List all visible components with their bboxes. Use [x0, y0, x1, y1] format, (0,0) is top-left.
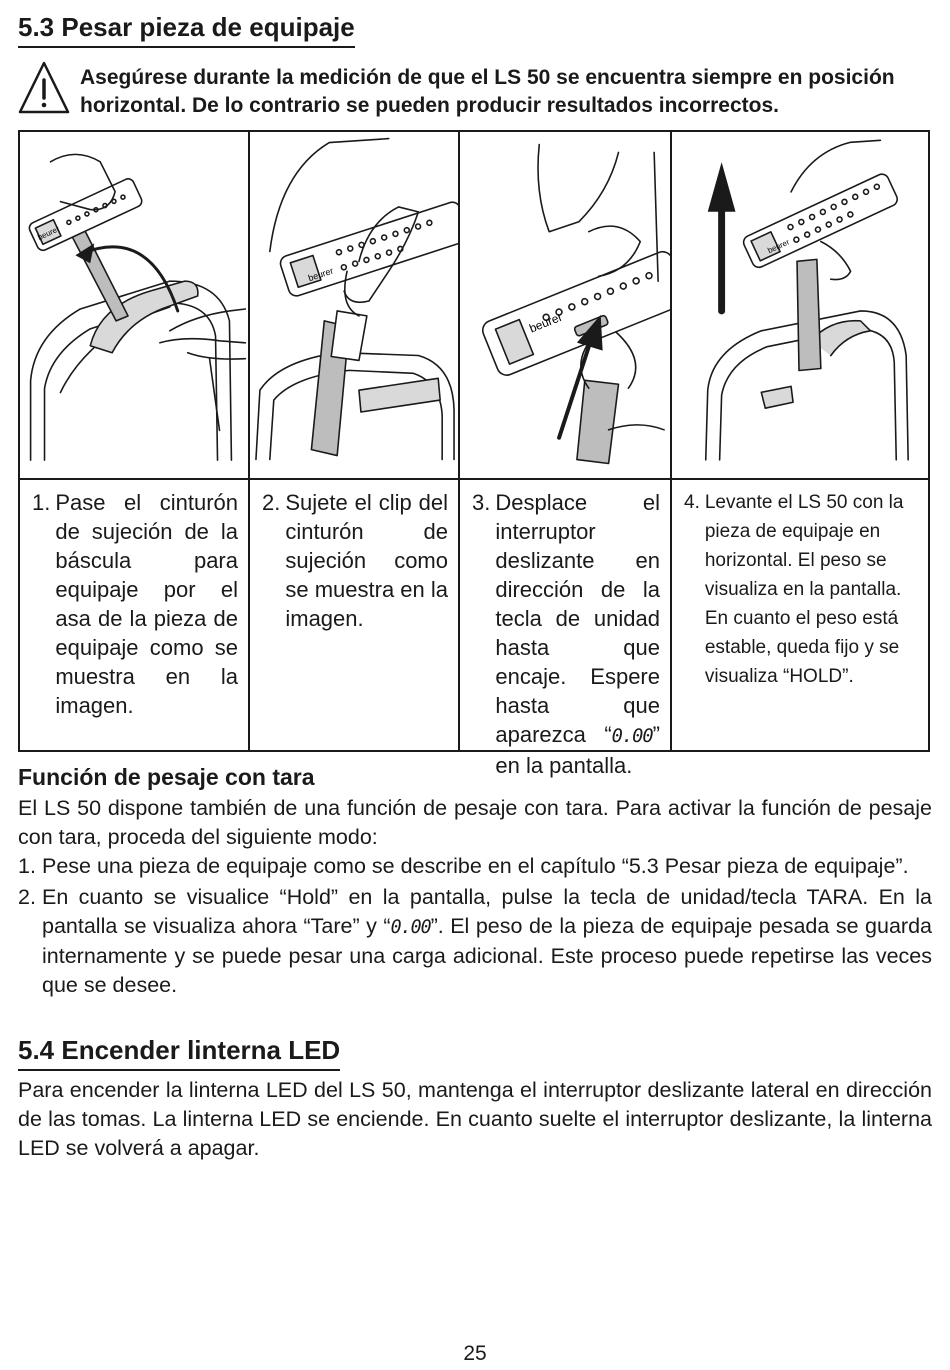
step-text: Pase el cinturón de sujeción de la báscula para equipaje por el asa de la pieza de equipaje como se muestra en la imagen.	[55, 490, 238, 718]
list-item-number: 2.	[18, 885, 36, 909]
brand-logo: beurer	[306, 265, 335, 284]
step-text: Levante el LS 50 con la pieza de equipaje en horizontal. El peso se visualiza en la pantalla. En cuanto el peso está estable, queda fijo y se visualiza “HOLD”.	[704, 492, 904, 687]
step-column-2	[248, 132, 458, 750]
warning-text: Asegúrese durante la medición de que el LS 50 se encuentra siempre en posición horizontal. De lo contrario se pueden producir resultados incorrectos.	[80, 66, 895, 117]
step-4-illustration	[672, 132, 928, 480]
tare-steps-list	[18, 852, 932, 1002]
led-paragraph: Para encender la linterna LED del LS 50, mantenga el interruptor deslizante lateral en dirección de las tomas. La linterna LED se enciende. En cuanto suelte el interruptor deslizante, la linterna LED se volverá a apagar.	[18, 1078, 932, 1160]
page-number: 25	[463, 1342, 487, 1365]
step-number: 3.	[472, 490, 491, 515]
list-item-number: 1.	[18, 854, 36, 878]
brand-logo: beurer	[766, 237, 791, 256]
step-number: 1.	[32, 490, 51, 515]
step-4-image	[672, 132, 928, 478]
step-2-image	[250, 132, 458, 478]
list-item-text-part: En cuanto se visualice “Hold” en la pantalla, pulse la tecla de unidad/tecla TARA. En la pantalla se visualiza ahora “Tare” y “	[42, 885, 932, 938]
step-3-image	[460, 132, 670, 478]
step-column-3	[458, 132, 670, 778]
brand-logo: beurer	[527, 309, 565, 336]
list-item-text: Pese una pieza de equipaje como se describe en el capítulo “5.3 Pesar pieza de equipaje”.	[42, 854, 909, 878]
step-number: 2.	[262, 490, 281, 515]
brand-logo: beurer	[36, 224, 61, 243]
lcd-value: 0.00	[390, 917, 431, 938]
step-3	[472, 488, 660, 780]
warning-notice	[18, 60, 933, 120]
step-text-part: Desplace el interruptor deslizante en dirección de la tecla de unidad hasta que encaje. Espere hasta que aparezca “	[495, 490, 660, 747]
step-text: Sujete el clip del cinturón de sujeción como se muestra en la imagen.	[285, 490, 448, 631]
step-1-image	[20, 132, 248, 478]
list-item	[18, 883, 932, 1000]
lcd-value: 0.00	[611, 726, 653, 747]
step-text	[495, 488, 660, 780]
step-2-illustration	[250, 132, 458, 480]
step-text-part: ” en la pantalla.	[495, 722, 660, 778]
step-column-4	[670, 132, 928, 750]
tare-intro: El LS 50 dispone también de una función de pesaje con tara. Para activar la función de pesaje con tara, proceda del siguiente modo:	[18, 796, 932, 849]
list-item-text-part: ”. El peso de la pieza de equipaje pesada se guarda internamente y se puede pesar una carga adicional. Este proceso puede repetirse las veces que se desee.	[42, 914, 932, 997]
step-column-1	[20, 132, 248, 750]
step-4	[684, 488, 918, 691]
step-1-illustration	[20, 132, 248, 480]
step-3-illustration	[460, 132, 670, 480]
step-2	[262, 488, 448, 633]
warning-triangle-icon	[18, 60, 70, 116]
section-heading-5-4: 5.4 Encender linterna LED	[18, 1035, 340, 1071]
step-1	[32, 488, 238, 720]
section-heading-5-3: 5.3 Pesar pieza de equipaje	[18, 12, 355, 48]
tare-heading: Función de pesaje con tara	[18, 764, 315, 790]
list-item-text	[42, 883, 932, 1000]
list-item	[18, 852, 932, 881]
step-number: 4.	[684, 492, 700, 513]
